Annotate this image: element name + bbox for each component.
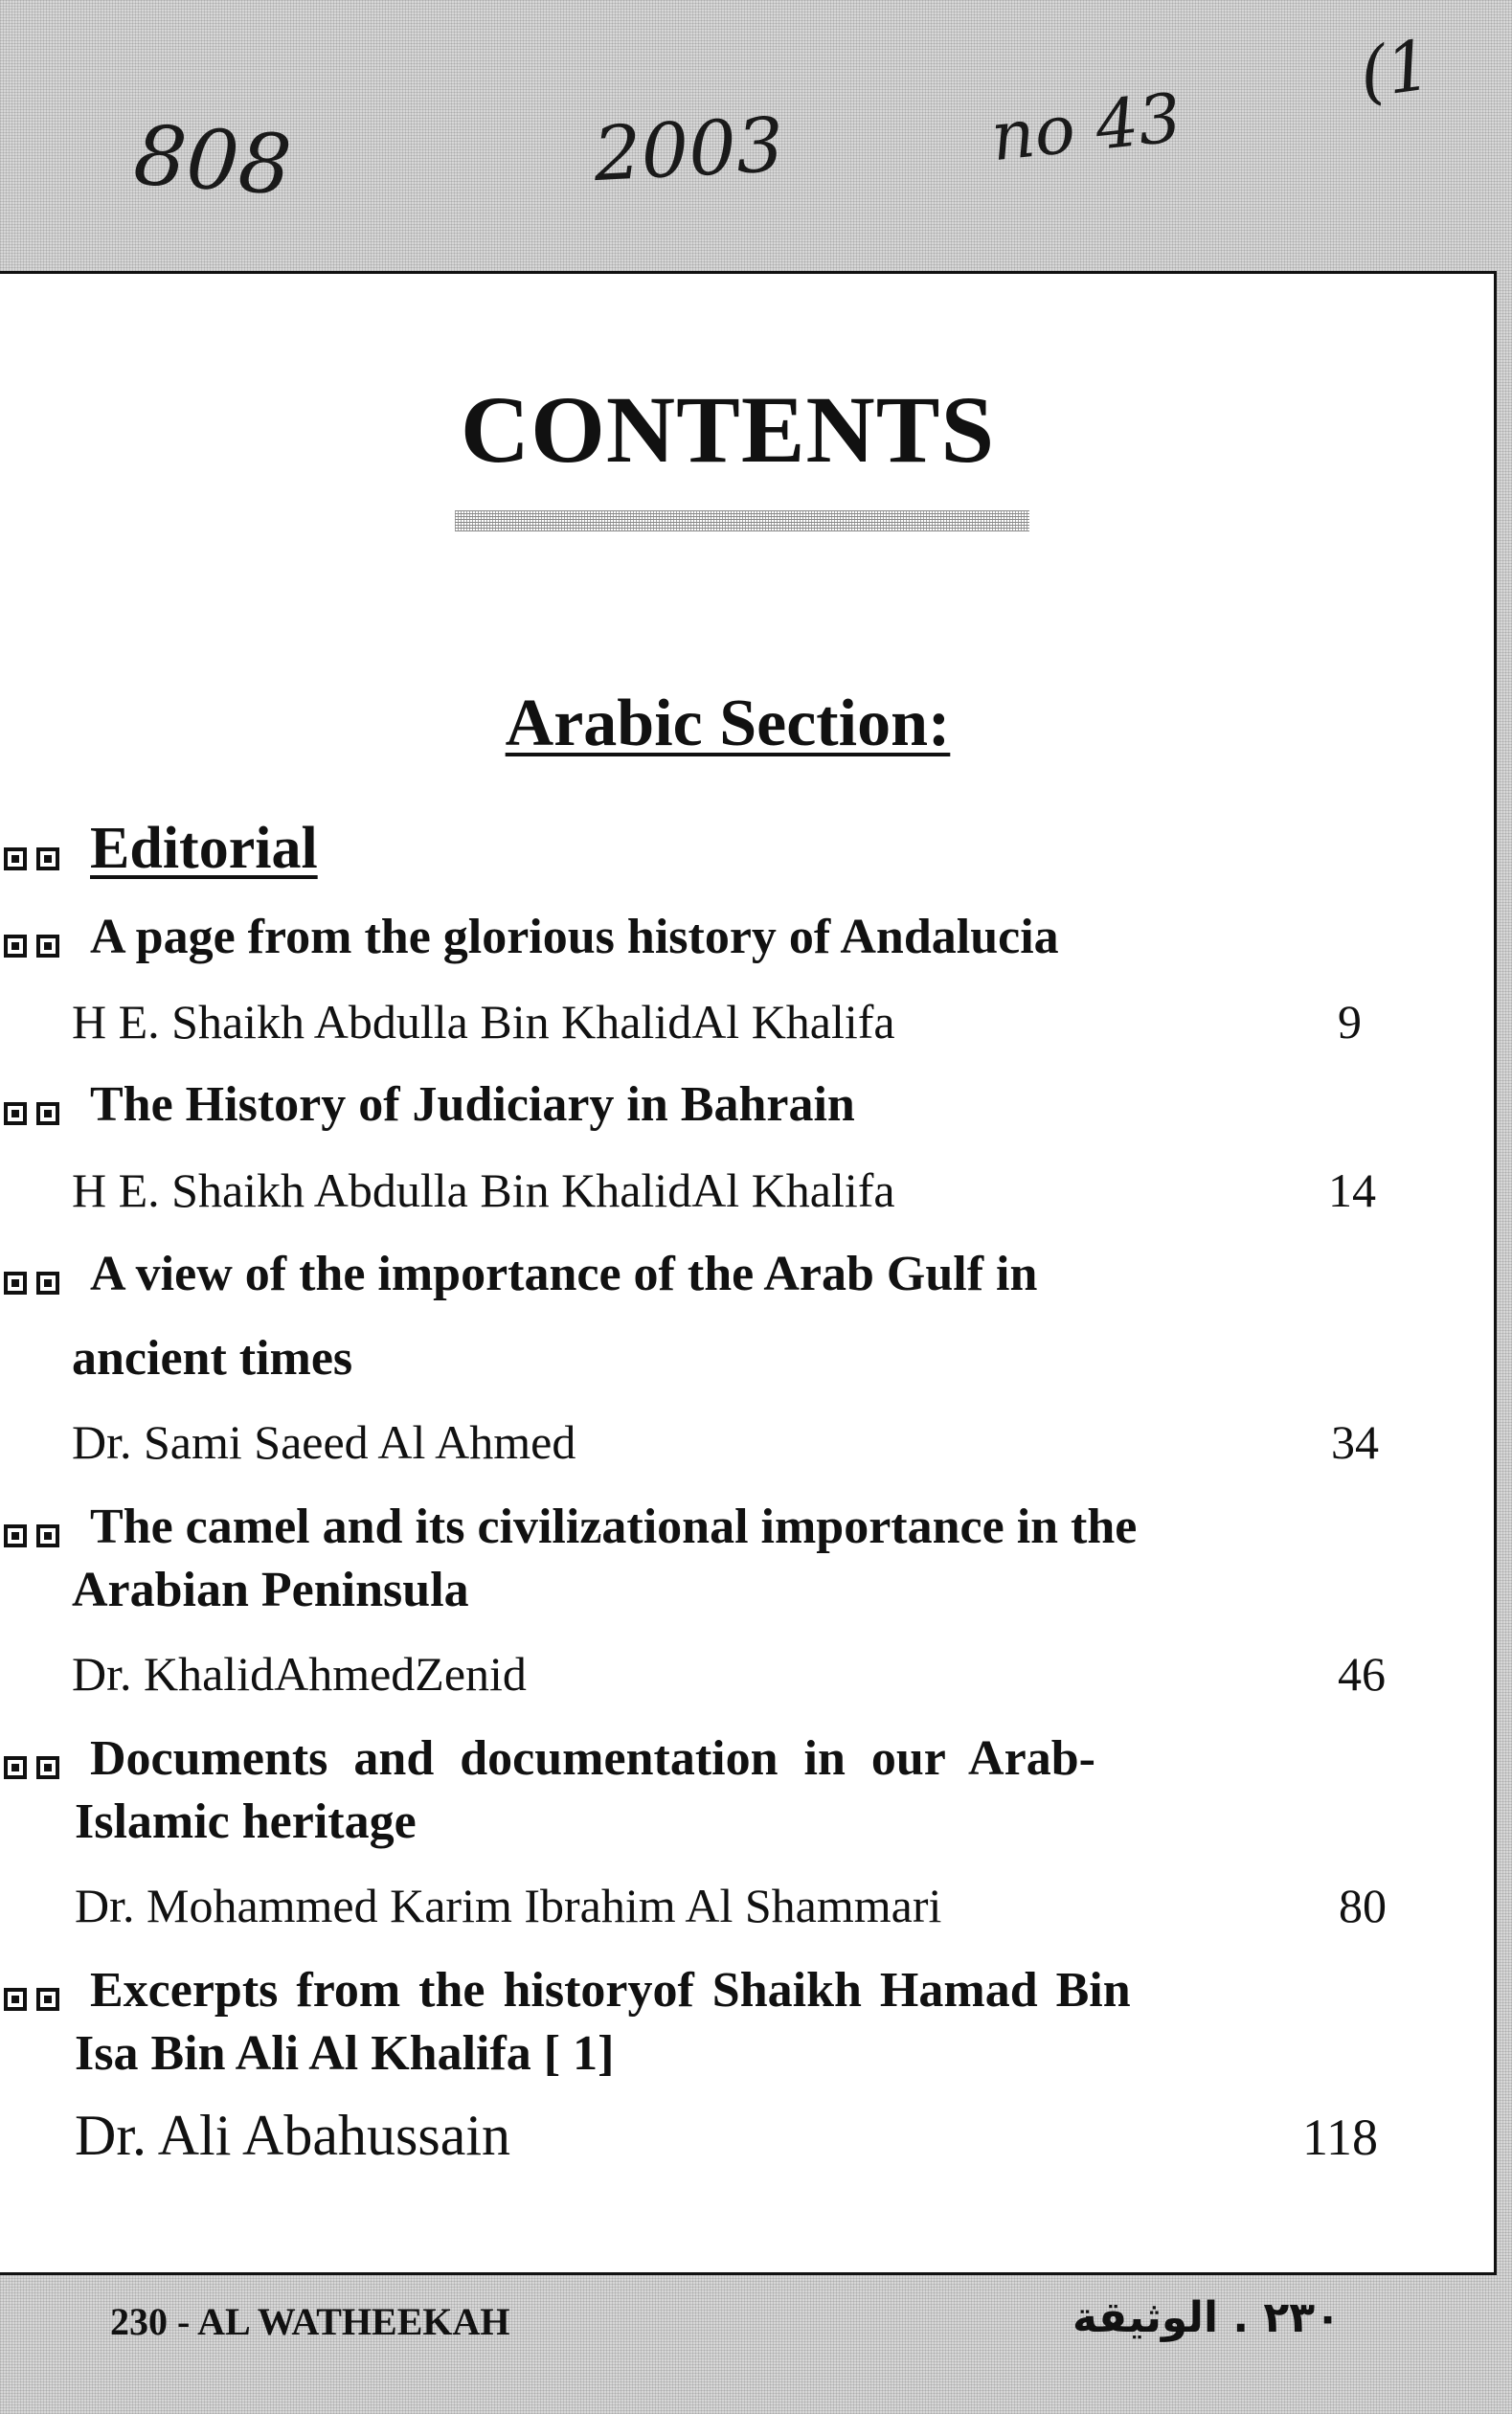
editorial-label: Editorial bbox=[90, 816, 318, 881]
toc-entry-page: 46 bbox=[1338, 1647, 1386, 1701]
toc-entry-author: H E. Shaikh Abdulla Bin KhalidAl Khalifa bbox=[72, 1163, 895, 1217]
toc-entry-page: 14 bbox=[1328, 1163, 1376, 1217]
bullet-icon bbox=[4, 1251, 69, 1307]
entry-title-text: The History of Judiciary in Bahrain bbox=[90, 1077, 855, 1132]
contents-page bbox=[0, 271, 1497, 2275]
toc-entry-title bbox=[0, 1962, 1131, 2023]
handwritten-note-year: 2003 bbox=[591, 102, 786, 199]
toc-entry-title bbox=[0, 1076, 855, 1138]
page-title: CONTENTS bbox=[460, 376, 996, 483]
toc-entry-title-cont: Islamic heritage bbox=[75, 1794, 417, 1849]
entry-title-text: A page from the glorious history of Andalucia bbox=[90, 910, 1059, 964]
toc-entry-author: Dr. Mohammed Karim Ibrahim Al Shammari bbox=[75, 1879, 942, 1932]
bullet-icon bbox=[4, 1503, 69, 1560]
bullet-icon bbox=[4, 914, 69, 970]
toc-entry-author: Dr. Sami Saeed Al Ahmed bbox=[72, 1415, 576, 1469]
toc-entry-page: 118 bbox=[1302, 2109, 1378, 2166]
toc-entry-author: H E. Shaikh Abdulla Bin KhalidAl Khalifa bbox=[72, 995, 895, 1049]
toc-entry-page: 9 bbox=[1338, 995, 1362, 1049]
toc-editorial bbox=[0, 815, 318, 888]
footer-journal-label: 230 - AL WATHEEKAH bbox=[110, 2300, 510, 2343]
title-divider bbox=[455, 510, 1029, 531]
entry-title-text: Excerpts from the historyof Shaikh Hamad Bin bbox=[90, 1963, 1131, 2018]
footer-arabic-label: ٢٣٠ . الوثيقة bbox=[1072, 2293, 1341, 2342]
entry-title-text: Documents and documentation in our Arab- bbox=[90, 1731, 1095, 1786]
handwritten-note-issue: no 43 bbox=[987, 78, 1185, 177]
toc-entry-author: Dr. Ali Abahussain bbox=[75, 2104, 511, 2167]
bullet-icon bbox=[4, 1967, 69, 2023]
handwritten-note-808: 808 bbox=[130, 107, 295, 214]
toc-entry-title bbox=[0, 909, 1059, 970]
toc-entry-title bbox=[0, 1246, 1037, 1307]
toc-entry-title-cont: Arabian Peninsula bbox=[72, 1563, 469, 1617]
toc-entry-title-cont: Isa Bin Ali Al Khalifa [ 1] bbox=[75, 2026, 615, 2081]
section-heading: Arabic Section: bbox=[505, 687, 951, 760]
bullet-icon bbox=[4, 820, 69, 888]
bullet-icon bbox=[4, 1081, 69, 1138]
toc-entry-title bbox=[0, 1499, 1137, 1560]
bullet-icon bbox=[4, 1735, 69, 1792]
entry-title-text: A view of the importance of the Arab Gulf in bbox=[90, 1247, 1038, 1301]
toc-entry-page: 34 bbox=[1331, 1415, 1379, 1469]
toc-entry-title-cont: ancient times bbox=[72, 1331, 353, 1386]
toc-entry-author: Dr. KhalidAhmedZenid bbox=[72, 1647, 527, 1701]
toc-entry-title bbox=[0, 1730, 1095, 1792]
handwritten-note-corner: (1 bbox=[1354, 24, 1436, 114]
toc-entry-page: 80 bbox=[1339, 1879, 1387, 1932]
entry-title-text: The camel and its civilizational importance in the bbox=[90, 1500, 1138, 1554]
